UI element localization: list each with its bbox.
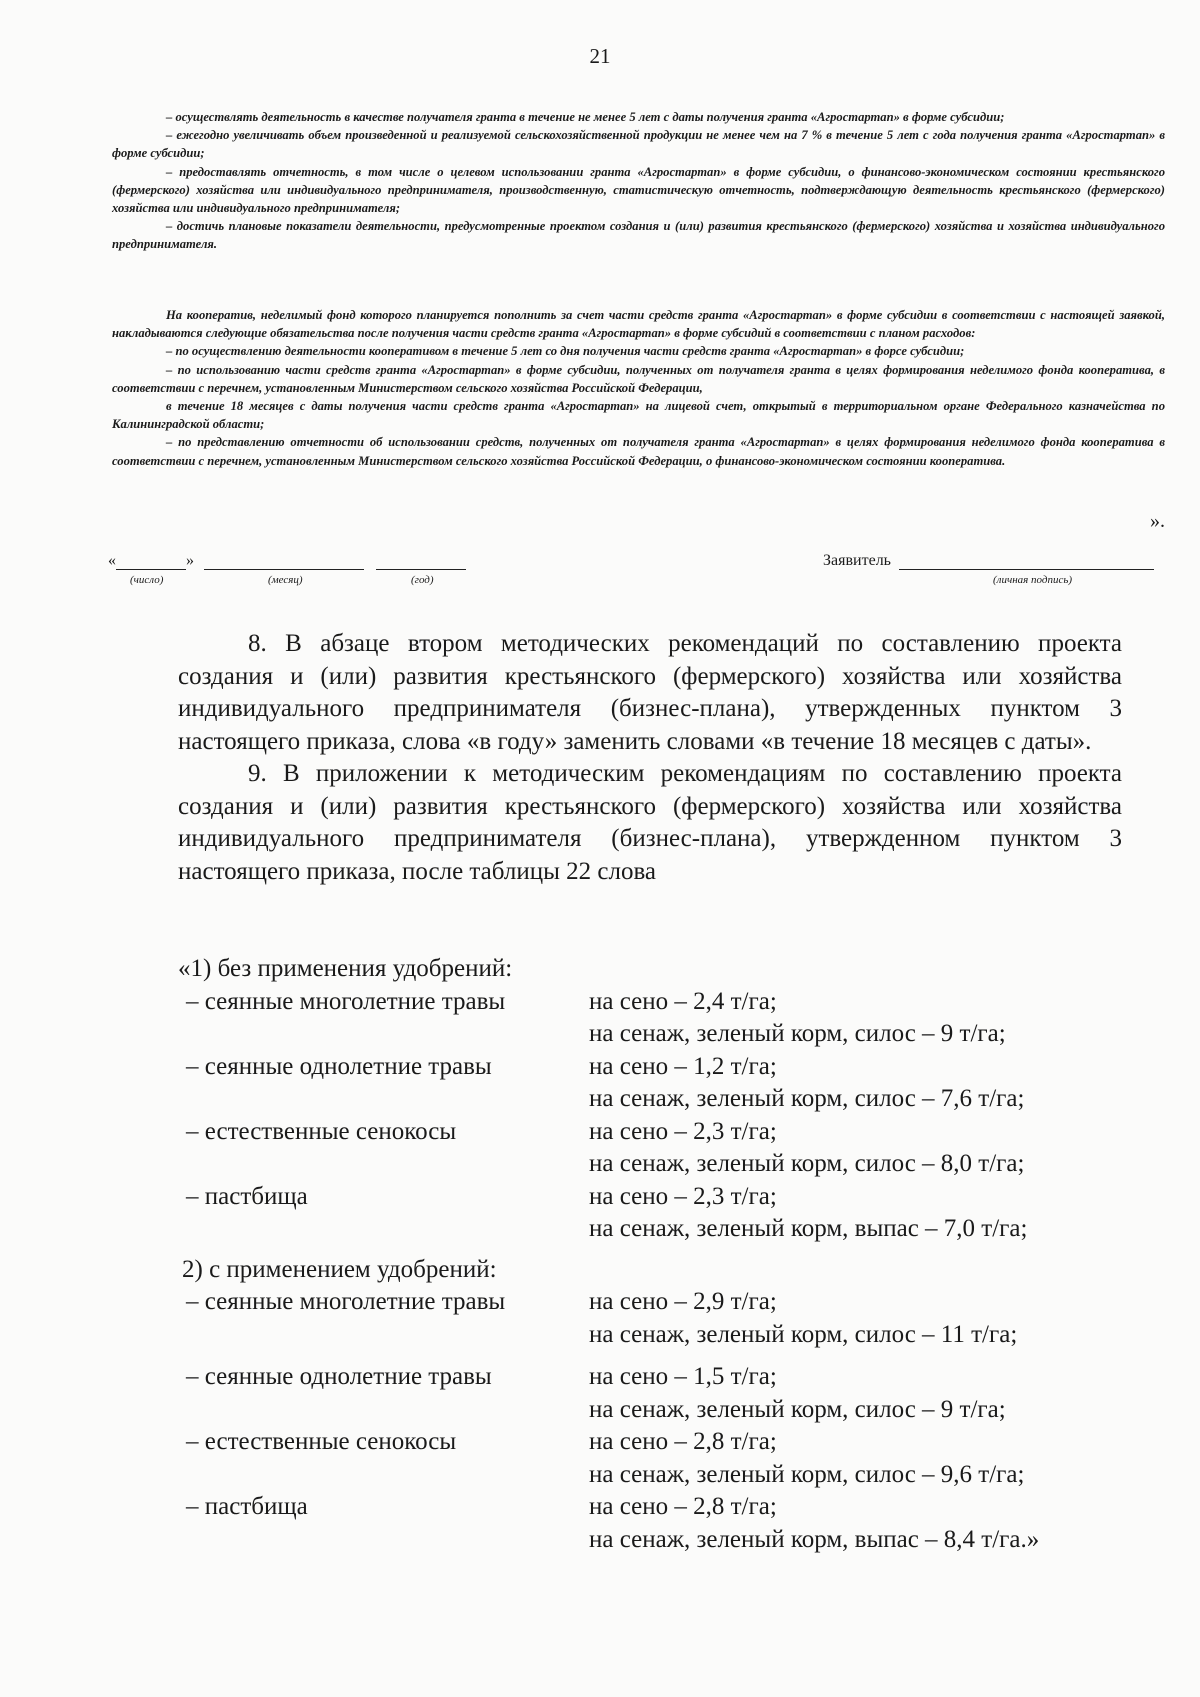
crop-row <box>186 986 1146 1051</box>
crop-name: – естественные сенокосы <box>186 1117 457 1145</box>
date-close-quote: » <box>186 552 194 569</box>
crop-row <box>186 1286 1146 1351</box>
section-1-heading: «1) без применения удобрений: <box>178 955 513 982</box>
applicant-label: Заявитель <box>823 552 891 569</box>
page-number: 21 <box>589 44 611 68</box>
cooperative-obligations <box>112 300 1165 470</box>
forage-yield: на сенаж, зеленый корм, силос – 9 т/га; <box>589 1395 1006 1423</box>
crop-yield-list <box>178 953 1146 1556</box>
hay-yield: на сено – 1,5 т/га; <box>589 1363 777 1390</box>
closing-quote: ». <box>1150 510 1165 532</box>
obligation-item: – ежегодно увеличивать объем произведенной и реализуемой сельскохозяйственной продукции не менее чем на 7 % в течение 5 лет с года получения гранта «Агростартап» в форме субсидии; <box>112 128 1165 161</box>
cooperative-item: в течение 18 месяцев с даты получения части средств гранта «Агростартап» на лицевой счет, открытый в территориальном органе Федерального казначейства по Калининградской области; <box>112 399 1165 432</box>
forage-yield: на сенаж, зеленый корм, выпас – 7,0 т/га; <box>589 1215 1028 1242</box>
forage-yield: на сенаж, зеленый корм, силос – 7,6 т/га; <box>589 1085 1025 1112</box>
applicant-obligations <box>112 108 1165 254</box>
hay-yield: на сено – 2,8 т/га; <box>589 1428 777 1455</box>
day-field[interactable] <box>116 555 186 570</box>
crop-name: – пастбища <box>186 1493 308 1520</box>
hay-yield: на сено – 2,3 т/га; <box>589 1117 777 1145</box>
cooperative-item: – по представлению отчетности об использовании средств, полученных от получателя гранта «Агростартап» в целях формирования неделимого фонда кооператива в соответствии с перечнем, установленным Министерством сельского хозяйства Российской Федерации, о финансово-экономическом состоянии кооператива. <box>112 435 1165 468</box>
crop-row <box>186 1491 1146 1556</box>
year-caption: (год) <box>411 574 434 586</box>
crop-name: – сеянные многолетние травы <box>186 1288 506 1315</box>
hay-yield: на сено – 1,2 т/га; <box>589 1052 777 1080</box>
crop-row <box>186 1116 1146 1181</box>
date-fields <box>108 552 466 570</box>
date-open-quote: « <box>108 552 116 569</box>
crop-row <box>186 1051 1146 1116</box>
forage-yield: на сенаж, зеленый корм, выпас – 8,4 т/га.» <box>589 1525 1040 1553</box>
crop-row <box>186 1426 1146 1491</box>
forage-yield: на сенаж, зеленый корм, силос – 11 т/га; <box>589 1320 1018 1348</box>
forage-yield: на сенаж, зеленый корм, силос – 8,0 т/га; <box>589 1150 1025 1177</box>
signature-block <box>108 552 1168 592</box>
paragraph-9: 9. В приложении к методическим рекомендациям по составлению проекта создания и (или) развития крестьянского (фермерского) хозяйства или хозяйства индивидуального предпринимателя (бизнес-плана), утвержденном пунктом 3 настоящего приказа, после таблицы 22 слова <box>178 760 1122 885</box>
crop-name: – естественные сенокосы <box>186 1428 457 1455</box>
hay-yield: на сено – 2,8 т/га; <box>589 1493 777 1520</box>
section-2-heading: 2) с применением удобрений: <box>182 1255 497 1283</box>
hay-yield: на сено – 2,3 т/га; <box>589 1182 777 1210</box>
forage-yield: на сенаж, зеленый корм, силос – 9,6 т/га; <box>589 1460 1025 1488</box>
applicant-signature <box>823 552 1154 570</box>
cooperative-item: – по осуществлению деятельности кооперативом в течение 5 лет со дня получения части средств гранта «Агростартап» в форсе субсидии; <box>166 344 965 359</box>
paragraph-8: 8. В абзаце втором методических рекомендаций по составлению проекта создания и (или) развития крестьянского (фермерского) хозяйства или хозяйства индивидуального предпринимателя (бизнес-плана), утвержденных пунктом 3 настоящего приказа, слова «в году» заменить словами «в течение 18 месяцев с даты». <box>178 630 1122 755</box>
crop-name: – пастбища <box>186 1182 308 1210</box>
day-caption: (число) <box>130 574 164 586</box>
obligation-item: – достичь плановые показатели деятельности, предусмотренные проектом создания и (или) развития крестьянского (фермерского) хозяйства и хозяйства индивидуального предпринимателя. <box>112 219 1165 252</box>
signature-field[interactable] <box>899 555 1154 570</box>
forage-yield: на сенаж, зеленый корм, силос – 9 т/га; <box>589 1020 1006 1047</box>
cooperative-intro: На кооператив, неделимый фонд которого планируется пополнить за счет части средств гранта «Агростартап» в форме субсидии в соответствии с настоящей заявкой, накладываются следующие обязательства после получения части средств гранта «Агростартап» в форме субсидий в соответствии с планом расходов: <box>112 308 1165 341</box>
hay-yield: на сено – 2,4 т/га; <box>589 987 777 1015</box>
month-field[interactable] <box>204 555 364 570</box>
obligation-item: – предоставлять отчетность, в том числе о целевом использовании гранта «Агростартап» в форме субсидии, о финансово-экономическом состоянии крестьянского (фермерского) хозяйства или индивидуального предпринимателя, производственную, статистическую отчетность, подтверждающую деятельность крестьянского (фермерского) хозяйства или индивидуального предпринимателя; <box>112 164 1165 216</box>
main-text <box>178 628 1122 888</box>
obligation-item: – осуществлять деятельность в качестве получателя гранта в течение не менее 5 лет с даты получения гранта «Агростартап» в форме субсидии; <box>166 110 1005 124</box>
crop-name: – сеянные однолетние травы <box>186 1052 492 1080</box>
month-caption: (месяц) <box>268 574 303 586</box>
cooperative-item: – по использованию части средств гранта «Агростартап» в форме субсидии, полученных от получателя гранта в целях формирования неделимого фонда кооператива, в соответствии с перечнем, установленным Министерством сельского хозяйства Российской Федерации, <box>112 362 1165 395</box>
hay-yield: на сено – 2,9 т/га; <box>589 1288 777 1315</box>
crop-name: – сеянные однолетние травы <box>186 1363 492 1390</box>
crop-name: – сеянные многолетние травы <box>186 987 506 1015</box>
signature-caption: (личная подпись) <box>993 574 1072 586</box>
year-field[interactable] <box>376 555 466 570</box>
crop-row <box>186 1181 1146 1246</box>
crop-row <box>186 1361 1146 1426</box>
